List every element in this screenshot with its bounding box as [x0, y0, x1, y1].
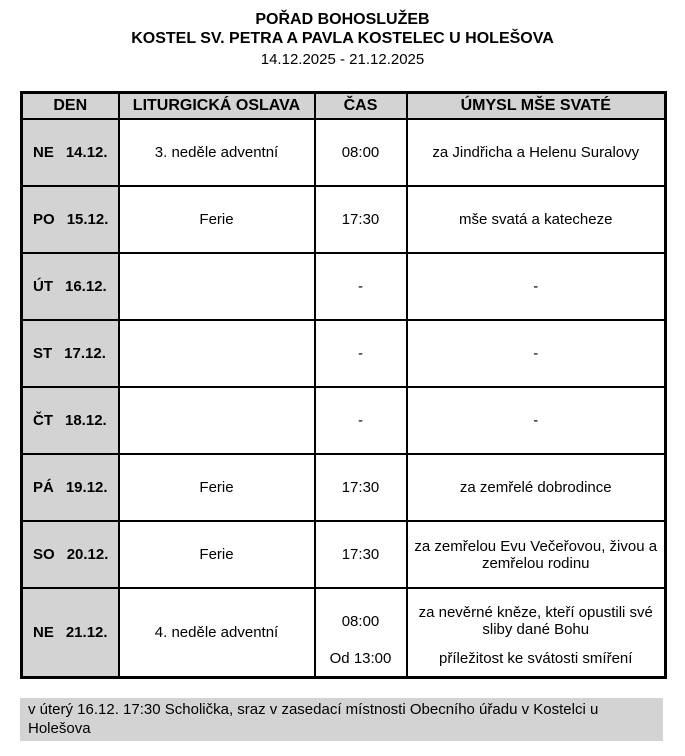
table-row — [22, 119, 666, 186]
day-date: 20.12. — [66, 546, 109, 563]
title-block — [0, 0, 685, 70]
celebration-cell — [119, 320, 315, 387]
day-date: 14.12. — [65, 144, 108, 161]
day-abbrev: ÚT — [33, 278, 53, 295]
day-cell-content — [25, 144, 116, 161]
time-cell: 17:30 — [315, 521, 407, 588]
celebration-cell: 4. neděle adventní — [119, 588, 315, 677]
intention-first: za nevěrné kněze, kteří opustili své sliby dané Bohu — [418, 604, 653, 639]
day-cell-content — [25, 211, 116, 228]
time-cell — [315, 588, 407, 677]
day-cell — [22, 186, 119, 253]
intention-cell: - — [407, 387, 666, 454]
time-second: Od 13:00 — [329, 649, 392, 667]
celebration-cell: 3. neděle adventní — [119, 119, 315, 186]
day-cell-content — [25, 412, 116, 429]
table-row — [22, 588, 666, 677]
col-header-day: DEN — [22, 93, 119, 120]
day-date: 18.12. — [65, 412, 107, 429]
day-cell — [22, 253, 119, 320]
time-cell: - — [315, 320, 407, 387]
col-header-intention: ÚMYSL MŠE SVATÉ — [407, 93, 666, 120]
col-header-celebration: LITURGICKÁ OSLAVA — [119, 93, 315, 120]
intention-cell-content — [410, 591, 663, 674]
day-cell — [22, 454, 119, 521]
time-cell: 17:30 — [315, 186, 407, 253]
time-cell: 08:00 — [315, 119, 407, 186]
date-range: 14.12.2025 - 21.12.2025 — [260, 51, 425, 68]
intention-cell: za zemřelé dobrodince — [407, 454, 666, 521]
day-abbrev: NE — [33, 144, 54, 161]
col-header-time: ČAS — [315, 93, 407, 120]
intention-cell: za Jindřicha a Helenu Suralovy — [407, 119, 666, 186]
intention-cell: - — [407, 253, 666, 320]
day-cell — [22, 521, 119, 588]
intention-cell: mše svatá a katecheze — [407, 186, 666, 253]
time-cell-content — [318, 591, 404, 674]
time-cell: 17:30 — [315, 454, 407, 521]
day-cell-content — [25, 345, 116, 362]
celebration-cell: Ferie — [119, 454, 315, 521]
intention-cell — [407, 588, 666, 677]
day-cell-content — [25, 479, 116, 496]
day-cell-content — [25, 546, 116, 563]
intention-cell: - — [407, 320, 666, 387]
day-date: 16.12. — [65, 278, 107, 295]
celebration-cell: Ferie — [119, 521, 315, 588]
table-row — [22, 253, 666, 320]
intention-second: příležitost ke svátosti smíření — [439, 649, 633, 667]
day-date: 15.12. — [66, 211, 109, 228]
celebration-cell — [119, 253, 315, 320]
document-title: POŘAD BOHOSLUŽEB — [255, 11, 430, 28]
schedule-table — [20, 91, 667, 679]
church-name: KOSTEL SV. PETRA A PAVLA KOSTELEC U HOLEŠOVA — [131, 30, 554, 47]
day-cell — [22, 588, 119, 677]
day-date: 17.12. — [64, 345, 106, 362]
table-row — [22, 320, 666, 387]
day-date: 21.12. — [65, 623, 108, 641]
table-header-row — [22, 93, 666, 120]
intention-cell: za zemřelou Evu Večeřovou, živou a zemřelou rodinu — [407, 521, 666, 588]
table-row — [22, 454, 666, 521]
day-abbrev: ČT — [33, 412, 53, 429]
celebration-cell — [119, 387, 315, 454]
day-cell-content — [25, 278, 116, 295]
celebration-cell: Ferie — [119, 186, 315, 253]
day-cell — [22, 387, 119, 454]
day-abbrev: PO — [33, 211, 55, 228]
day-cell — [22, 320, 119, 387]
day-cell-content — [25, 624, 116, 641]
day-abbrev: PÁ — [33, 479, 54, 496]
table-row — [22, 521, 666, 588]
day-date: 19.12. — [65, 479, 108, 496]
time-first: 08:00 — [341, 612, 380, 630]
day-abbrev: SO — [33, 546, 55, 563]
table-row — [22, 186, 666, 253]
day-abbrev: ST — [33, 345, 53, 362]
day-cell — [22, 119, 119, 186]
day-abbrev: NE — [33, 623, 54, 641]
footer-note: v úterý 16.12. 17:30 Scholička, sraz v zasedací místnosti Obecního úřadu v Kostelci u Holešova — [20, 698, 663, 741]
time-cell: - — [315, 387, 407, 454]
time-cell: - — [315, 253, 407, 320]
table-row — [22, 387, 666, 454]
